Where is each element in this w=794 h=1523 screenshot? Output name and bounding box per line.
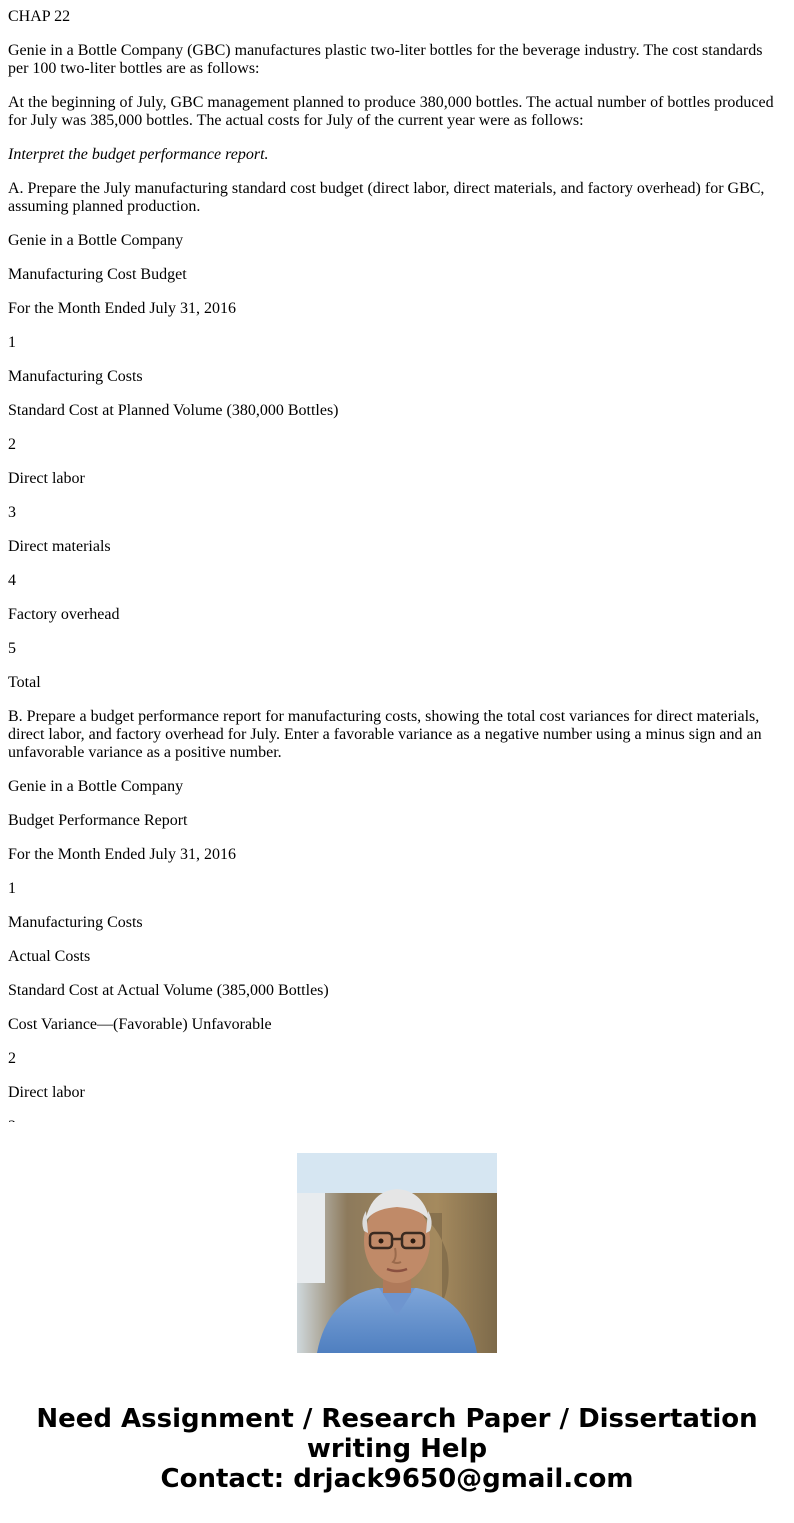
document-body	[8, 8, 786, 1122]
part-b-period: For the Month Ended July 31, 2016	[8, 846, 236, 863]
part-a-row-label: Factory overhead	[8, 606, 120, 623]
part-a-column-header: Standard Cost at Planned Volume (380,000 Bottles)	[8, 402, 339, 419]
part-a-row-label: Direct materials	[8, 538, 111, 555]
promo-banner	[0, 1122, 794, 1523]
part-b-column-header: Standard Cost at Actual Volume (385,000 Bottles)	[8, 982, 329, 999]
problem-intro: Genie in a Bottle Company (GBC) manufactures plastic two-liter bottles for the beverage industry. The cost standards per 100 two-liter bottles are as follows:	[8, 42, 763, 77]
part-b-title: Budget Performance Report	[8, 812, 188, 829]
part-a-row-number: 1	[8, 334, 16, 351]
part-a-company: Genie in a Bottle Company	[8, 232, 184, 249]
part-a-row-number: 5	[8, 640, 16, 657]
part-a-row-number: 3	[8, 504, 16, 521]
problem-planning: At the beginning of July, GBC management planned to produce 380,000 bottles. The actual number of bottles produced for July was 385,000 bottles. The actual costs for July of the current year were as follows:	[8, 94, 774, 129]
problem-objective	[8, 146, 786, 164]
part-b-row-label: Direct labor	[8, 1084, 85, 1101]
part-a-row-number: 4	[8, 572, 16, 589]
part-b-column-header: Cost Variance—(Favorable) Unfavorable	[8, 1016, 272, 1033]
part-b-row-label: Manufacturing Costs	[8, 914, 143, 931]
person-portrait-icon	[297, 1153, 497, 1353]
part-a-row-label: Total	[8, 674, 41, 691]
part-a-instruction: A. Prepare the July manufacturing standard cost budget (direct labor, direct materials, and factory overhead) for GBC, assuming planned production.	[8, 180, 765, 215]
part-a-row-label: Direct labor	[8, 470, 85, 487]
part-b-instruction: B. Prepare a budget performance report for manufacturing costs, showing the total cost variances for direct materials, direct labor, and factory overhead for July. Enter a favorable variance as a negative number using a minus sign and an unfavorable variance as a positive number.	[8, 708, 762, 761]
part-b-column-header: Actual Costs	[8, 948, 91, 965]
objective-text: Interpret the budget performance report.	[8, 146, 269, 163]
promo-text	[0, 1404, 794, 1494]
part-b-row-number: 2	[8, 1050, 16, 1067]
part-a-title: Manufacturing Cost Budget	[8, 266, 187, 283]
part-a-row-number: 2	[8, 436, 16, 453]
part-a-row-label: Manufacturing Costs	[8, 368, 143, 385]
part-a-period: For the Month Ended July 31, 2016	[8, 300, 236, 317]
part-b-company: Genie in a Bottle Company	[8, 778, 184, 795]
promo-contact: Contact: drjack9650@gmail.com	[160, 1464, 634, 1494]
chapter-heading: CHAP 22	[8, 8, 71, 25]
promo-line-2: writing Help	[306, 1434, 488, 1464]
part-b-row-number: 1	[8, 880, 16, 897]
promo-line-1: Need Assignment / Research Paper / Dissertation	[36, 1404, 758, 1434]
